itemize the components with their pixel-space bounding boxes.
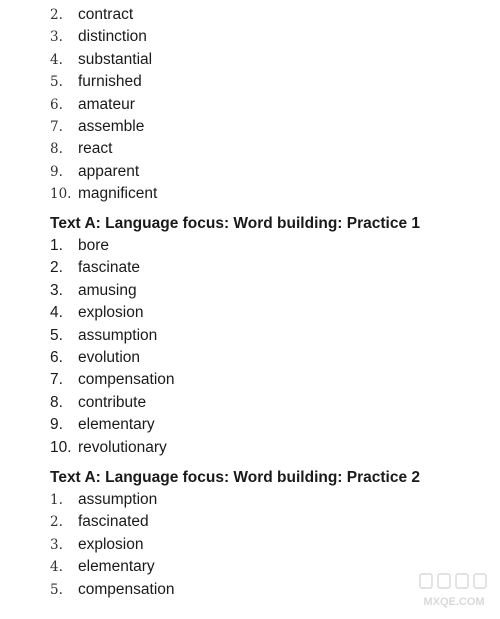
list-item [0, 437, 175, 459]
item-number: 4. [50, 304, 63, 322]
list-item [0, 347, 175, 369]
item-number: 7. [50, 371, 63, 389]
item-number: 5. [50, 74, 63, 91]
answer-list-previous [0, 4, 157, 206]
item-word: revolutionary [78, 438, 167, 456]
item-word: distinction [78, 28, 147, 46]
item-number: 2. [50, 514, 63, 531]
watermark-text: MXQE.COM [423, 596, 485, 608]
item-number: 4. [50, 559, 63, 576]
list-item [0, 71, 157, 93]
list-item [0, 534, 175, 556]
item-number: 10. [50, 438, 72, 456]
site-watermark-logo [414, 571, 494, 611]
list-item [0, 183, 157, 205]
item-word: assumption [78, 491, 158, 508]
list-item [0, 4, 157, 26]
answer-list-practice-1 [0, 235, 175, 459]
list-item [0, 116, 157, 138]
item-word: amusing [78, 281, 137, 299]
item-word: react [78, 140, 113, 158]
item-word: elementary [78, 558, 155, 576]
list-item [0, 257, 175, 279]
item-number: 6. [50, 96, 63, 113]
item-word: explosion [78, 304, 144, 322]
item-word: amateur [78, 95, 135, 113]
item-word: evolution [78, 348, 141, 366]
list-item [0, 161, 157, 183]
item-word: elementary [78, 416, 155, 434]
item-number: 10. [50, 186, 72, 203]
list-item [0, 511, 175, 533]
item-word: apparent [78, 162, 140, 180]
item-number: 3. [50, 29, 63, 46]
item-word: contribute [78, 393, 147, 411]
item-word: magnificent [78, 185, 158, 203]
item-word: contract [78, 6, 134, 23]
item-number: 2. [50, 7, 63, 23]
list-item [0, 392, 175, 414]
item-word: fascinated [78, 513, 149, 531]
answer-list-practice-2 [0, 489, 175, 601]
item-word: assemble [78, 117, 145, 135]
list-item [0, 235, 175, 257]
item-word: assumption [78, 326, 158, 344]
item-word: furnished [78, 73, 142, 91]
item-word: substantial [78, 50, 153, 68]
list-item [0, 414, 175, 436]
list-item [0, 556, 175, 578]
list-item [0, 280, 175, 302]
item-word: compensation [78, 371, 175, 389]
list-item [0, 138, 157, 160]
section-heading-practice-2: Text A: Language focus: Word building: Practice 2 [50, 469, 421, 486]
item-number: 4. [50, 51, 63, 68]
item-number: 8. [50, 393, 63, 411]
item-number: 9. [50, 163, 63, 180]
list-item [0, 94, 157, 116]
item-number: 1. [50, 492, 63, 508]
item-number: 3. [50, 281, 63, 299]
list-item [0, 49, 157, 71]
list-item [0, 325, 175, 347]
item-word: compensation [78, 580, 175, 598]
list-item [0, 369, 175, 391]
item-number: 8. [50, 141, 63, 158]
item-word: fascinate [78, 259, 141, 277]
item-number: 5. [50, 581, 63, 598]
item-number: 5. [50, 326, 63, 344]
list-item [0, 26, 157, 48]
item-number: 9. [50, 416, 63, 434]
item-word: explosion [78, 535, 144, 553]
item-number: 2. [50, 259, 63, 277]
item-number: 7. [50, 118, 63, 135]
item-word: bore [78, 237, 110, 254]
item-number: 1. [50, 237, 63, 254]
item-number: 6. [50, 348, 63, 366]
list-item [0, 579, 175, 601]
section-heading-practice-1: Text A: Language focus: Word building: Practice 1 [50, 215, 421, 232]
list-item [0, 302, 175, 324]
list-item [0, 489, 175, 511]
item-number: 3. [50, 536, 63, 553]
